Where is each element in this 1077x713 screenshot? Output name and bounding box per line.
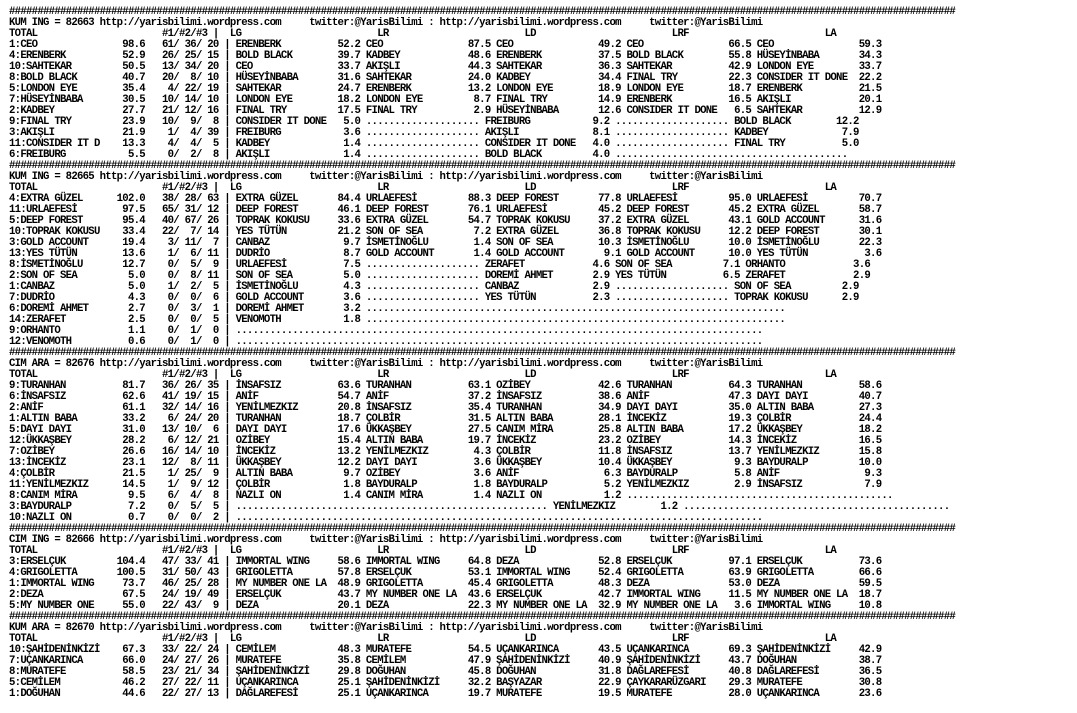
text-line: TOTAL #1/#2/#3 | LG LR LD LRF LA	[9, 182, 837, 194]
text-line: 2:ANİF 61.1 32/ 14/ 16 | YENİLMEZKIZ 20.8 İNSAFSIZ 35.4 TURANHAN 34.9 DAYI DAYI 35.0 ALTIN BABA 27.3	[9, 402, 882, 414]
text-line: 5:CEMİLEM 46.2 27/ 22/ 11 | UÇANKARINCA 25.1 ŞAHİDENİNKİZİ 32.2 BAŞYAZAR 22.9 ÇAYKARARÜZGARI 29.3 MURATEFE 30.8	[9, 677, 882, 689]
text-line: 13:İNCEKİZ 23.1 12/ 8/ 11 | ÜKKAŞBEY 12.2 DAYI DAYI 3.6 ÜKKAŞBEY 10.4 ÜKKAŞBEY 9.3 BAYDURALP 10.0	[9, 457, 882, 469]
text-line: 6:DOREMİ AHMET 2.7 0/ 3/ 1 | DOREMİ AHMET 3.2 ..........................................................................	[9, 303, 786, 315]
text-line: 8:BOLD BLACK 40.7 20/ 8/ 10 | HÜSEYİNBABA 31.6 SAHTEKAR 24.0 KADBEY 34.4 FINAL TRY 22.3 CONSIDER IT DONE 22.2	[9, 72, 882, 84]
text-line: 10:NAZLI ON 0.7 0/ 0/ 2 | .............................................................................................	[9, 512, 763, 524]
text-line: CIM ING = 82666 http://yarisbilimi.wordpress.com twitter:@YarisBilimi : http://yarisbilimi.wordpress.com twitter:@YarisBilimi	[9, 534, 763, 546]
text-line: 2:KADBEY 27.7 21/ 12/ 16 | FINAL TRY 17.5 FINAL TRY 2.9 HÜSEYİNBABA 12.6 CONSIDER IT DONE 6.5 SAHTEKAR 12.9	[9, 105, 882, 117]
text-line: 5:LONDON EYE 35.4 4/ 22/ 19 | SAHTEKAR 24.7 ERENBERK 13.2 LONDON EYE 18.9 LONDON EYE 18.7 ERENBERK 21.5	[9, 83, 882, 95]
text-line: 12:VENOMOTH 0.6 0/ 1/ 0 | .............................................................................................	[9, 336, 763, 348]
text-line: 2:SON OF SEA 5.0 0/ 8/ 11 | SON OF SEA 5.0 .................... DOREMİ AHMET 2.9 YES TÜTÜN 6.5 ZERAFET 2.9	[9, 270, 871, 282]
text-line: 7:DUDRİO 4.3 0/ 0/ 6 | GOLD ACCOUNT 3.6 .................... YES TÜTÜN 2.3 .................... TOPRAK KOKUSU 2.9	[9, 292, 859, 304]
text-line: 1:ALTIN BABA 33.2 6/ 24/ 20 | TURANHAN 18.7 ÇOLBİR 31.5 ALTIN BABA 28.1 İNCEKİZ 19.3 ÇOLBİR 24.4	[9, 413, 882, 425]
text-line: 7:UÇANKARINCA 66.0 24/ 27/ 26 | MURATEFE 35.8 CEMİLEM 47.9 ŞAHİDENİNKİZİ 40.9 ŞAHİDENİNKİZİ 43.7 DOĞUHAN 38.7	[9, 655, 882, 667]
text-line: 10:ŞAHİDENİNKİZİ 67.3 33/ 22/ 24 | CEMİLEM 48.3 MURATEFE 54.5 UÇANKARINCA 43.5 UÇANKARINCA 69.3 ŞAHİDENİNKİZİ 42.9	[9, 644, 882, 656]
separator-line: #######################################################################################################################################################################	[9, 6, 956, 18]
text-line: 8:MURATEFE 58.5 23/ 21/ 34 | ŞAHİDENİNKİZİ 29.8 DOĞUHAN 45.8 DOĞUHAN 31.8 DAĞLAREFESİ 40.8 DAĞLAREFESİ 36.5	[9, 666, 882, 678]
text-line: 9:TURANHAN 81.7 36/ 26/ 35 | İNSAFSIZ 63.6 TURANHAN 63.1 OZİBEY 42.6 TURANHAN 64.3 TURANHAN 58.6	[9, 380, 882, 392]
text-line: 4:EXTRA GÜZEL 102.0 38/ 28/ 63 | EXTRA GÜZEL 84.4 URLAEFESİ 88.3 DEEP FOREST 77.8 URLAEFESİ 95.0 URLAEFESİ 70.7	[9, 193, 882, 205]
text-line: KUM ING = 82665 http://yarisbilimi.wordpress.com twitter:@YarisBilimi : http://yarisbilimi.wordpress.com twitter:@YarisBilimi	[9, 171, 763, 183]
text-line: 12:ÜKKAŞBEY 28.2 6/ 12/ 21 | OZİBEY 15.4 ALTIN BABA 19.7 İNCEKİZ 23.2 OZİBEY 14.3 İNCEKİZ 16.5	[9, 435, 882, 447]
text-line: TOTAL #1/#2/#3 | LG LR LD LRF LA	[9, 369, 837, 381]
text-line: 4:GRIGOLETTA 100.5 31/ 50/ 43 | GRIGOLETTA 57.8 ERSELÇUK 53.1 IMMORTAL WING 52.4 GRIGOLETTA 63.9 GRIGOLETTA 66.6	[9, 567, 882, 579]
text-line: TOTAL #1/#2/#3 | LG LR LD LRF LA	[9, 545, 837, 557]
text-line: 1:DOĞUHAN 44.6 22/ 27/ 13 | DAĞLAREFESİ 25.1 UÇANKARINCA 19.7 MURATEFE 19.5 MURATEFE 28.0 UÇANKARINCA 23.6	[9, 688, 882, 700]
text-line: 1:CEO 98.6 61/ 36/ 20 | ERENBERK 52.2 CEO 87.5 CEO 49.2 CEO 66.5 CEO 59.3	[9, 39, 882, 51]
text-line: 3:BAYDURALP 7.2 0/ 5/ 5 | ....................................................... YENİLMEZKIZ 1.2 ...............................................	[9, 501, 950, 513]
text-line: 6:FREIBURG 5.5 0/ 2/ 8 | AKIŞLI 1.4 .................... BOLD BLACK 4.0 .........................................	[9, 149, 848, 161]
text-line: 1:IMMORTAL WING 73.7 46/ 25/ 28 | MY NUMBER ONE LA 48.9 GRIGOLETTA 45.4 GRIGOLETTA 48.3 DEZA 53.0 DEZA 59.5	[9, 578, 882, 590]
text-line: 5:MY NUMBER ONE 55.0 22/ 43/ 9 | DEZA 20.1 DEZA 22.3 MY NUMBER ONE LA 32.9 MY NUMBER ONE LA 3.6 IMMORTAL WING 10.8	[9, 600, 882, 612]
text-line: 5:DAYI DAYI 31.0 13/ 10/ 6 | DAYI DAYI 17.6 ÜKKAŞBEY 27.5 CANIM MİRA 25.8 ALTIN BABA 17.2 ÜKKAŞBEY 18.2	[9, 424, 882, 436]
text-line: 1:CANBAZ 5.0 1/ 2/ 5 | İSMETİNOĞLU 4.3 .................... CANBAZ 2.9 .................... SON OF SEA 2.9	[9, 281, 859, 293]
text-line: 7:OZİBEY 26.6 16/ 14/ 10 | İNCEKİZ 13.2 YENİLMEZKIZ 4.3 ÇOLBİR 11.8 İNSAFSIZ 13.7 YENİLMEZKIZ 15.8	[9, 446, 882, 458]
text-line: 10:TOPRAK KOKUSU 33.4 22/ 7/ 14 | YES TÜTÜN 21.2 SON OF SEA 7.2 EXTRA GÜZEL 36.8 TOPRAK KOKUSU 12.2 DEEP FOREST 30.1	[9, 226, 882, 238]
text-line: 2:DEZA 67.5 24/ 19/ 49 | ERSELÇUK 43.7 MY NUMBER ONE LA 43.6 ERSELÇUK 42.7 IMMORTAL WING 11.5 MY NUMBER ONE LA 18.7	[9, 589, 882, 601]
text-line: 3:ERSELÇUK 104.4 47/ 33/ 41 | IMMORTAL WING 58.6 IMMORTAL WING 64.8 DEZA 52.8 ERSELÇUK 97.1 ERSELÇUK 73.6	[9, 556, 882, 568]
text-line: 5:DEEP FOREST 95.4 40/ 67/ 26 | TOPRAK KOKUSU 33.6 EXTRA GÜZEL 54.7 TOPRAK KOKUSU 37.2 EXTRA GÜZEL 43.1 GOLD ACCOUNT 31.6	[9, 215, 882, 227]
text-line: 13:YES TÜTÜN 13.6 1/ 6/ 11 | DUDRİO 8.7 GOLD ACCOUNT 1.4 GOLD ACCOUNT 9.1 GOLD ACCOUNT 10.0 YES TÜTÜN 3.6	[9, 248, 882, 260]
text-line: 14:ZERAFET 2.5 0/ 0/ 5 | VENOMOTH 1.8 ..........................................................................	[9, 314, 786, 326]
text-line: 6:İNSAFSIZ 62.6 41/ 19/ 15 | ANİF 54.7 ANİF 37.2 İNSAFSIZ 38.6 ANİF 47.3 DAYI DAYI 40.7	[9, 391, 882, 403]
text-line: 10:SAHTEKAR 50.5 13/ 34/ 20 | CEO 33.7 AKIŞLI 44.3 SAHTEKAR 36.3 SAHTEKAR 42.9 LONDON EYE 33.7	[9, 61, 882, 73]
text-line: TOTAL #1/#2/#3 | LG LR LD LRF LA	[9, 28, 837, 40]
text-line: 11:YENİLMEZKIZ 14.5 1/ 9/ 12 | ÇOLBİR 1.8 BAYDURALP 1.8 BAYDURALP 5.2 YENİLMEZKIZ 2.9 İNSAFSIZ 7.9	[9, 479, 882, 491]
separator-line: #######################################################################################################################################################################	[9, 347, 956, 359]
text-line: 7:HÜSEYİNBABA 30.5 10/ 14/ 10 | LONDON EYE 18.2 LONDON EYE 8.7 FINAL TRY 14.9 ERENBERK 16.5 AKIŞLI 20.1	[9, 94, 882, 106]
text-line: TOTAL #1/#2/#3 | LG LR LD LRF LA	[9, 633, 837, 645]
text-line: 9:FINAL TRY 23.9 10/ 9/ 8 | CONSIDER IT DONE 5.0 .................... FREIBURG 9.2 .................... BOLD BLACK 12.2	[9, 116, 859, 128]
separator-line: #######################################################################################################################################################################	[9, 611, 956, 623]
text-line: 4:ÇOLBİR 21.5 1/ 25/ 9 | ALTIN BABA 9.7 OZİBEY 3.6 ANİF 6.3 BAYDURALP 5.8 ANİF 9.3	[9, 468, 882, 480]
text-line: 11:URLAEFESİ 97.5 65/ 31/ 12 | DEEP FOREST 46.1 DEEP FOREST 76.1 URLAEFESİ 45.2 DEEP FOREST 45.2 EXTRA GÜZEL 58.7	[9, 204, 882, 216]
separator-line: #######################################################################################################################################################################	[9, 160, 956, 172]
text-line: 9:ORHANTO 1.1 0/ 1/ 0 | .............................................................................................	[9, 325, 763, 337]
text-line: 8:CANIM MİRA 9.5 6/ 4/ 8 | NAZLI ON 1.4 CANIM MİRA 1.4 NAZLI ON 1.2 ...............................................	[9, 490, 893, 502]
text-line: KUM ING = 82663 http://yarisbilimi.wordpress.com twitter:@YarisBilimi : http://yarisbilimi.wordpress.com twitter:@YarisBilimi	[9, 17, 763, 29]
text-line: CIM ARA = 82676 http://yarisbilimi.wordpress.com twitter:@YarisBilimi : http://yarisbilimi.wordpress.com twitter:@YarisBilimi	[9, 358, 763, 370]
text-line: KUM ARA = 82670 http://yarisbilimi.wordpress.com twitter:@YarisBilimi : http://yarisbilimi.wordpress.com twitter:@YarisBilimi	[9, 622, 763, 634]
text-line: 3:GOLD ACCOUNT 19.4 3/ 11/ 7 | CANBAZ 9.7 İSMETİNOĞLU 1.4 SON OF SEA 10.3 İSMETİNOĞLU 10.0 İSMETİNOĞLU 22.3	[9, 237, 882, 249]
text-line: 3:AKIŞLI 21.9 1/ 4/ 39 | FREIBURG 3.6 .................... AKIŞLI 8.1 .................... KADBEY 7.9	[9, 127, 859, 139]
text-line: 8:İSMETİNOĞLU 12.7 0/ 5/ 9 | URLAEFESİ 7.5 .................... ZERAFET 4.6 SON OF SEA 7.1 ORHANTO 3.6	[9, 259, 871, 271]
separator-line: #######################################################################################################################################################################	[9, 523, 956, 535]
text-line: 11:CONSIDER IT D 13.3 4/ 4/ 5 | KADBEY 1.4 .................... CONSIDER IT DONE 4.0 .................... FINAL TRY 5.0	[9, 138, 859, 150]
text-line: 4:ERENBERK 52.9 26/ 25/ 15 | BOLD BLACK 39.7 KADBEY 48.6 ERENBERK 37.5 BOLD BLACK 55.8 HÜSEYİNBABA 34.3	[9, 50, 882, 62]
